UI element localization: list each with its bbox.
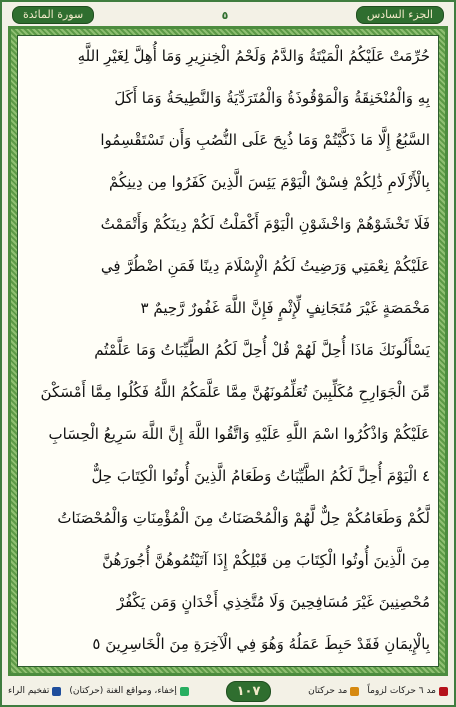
text-line: عَلَيْكُمْ وَاذْكُرُوا اسْمَ اللَّهِ عَلَيْهِ وَاتَّقُوا اللَّهَ إِنَّ اللَّهَ سَرِيعُ الْحِسَابِ (48, 425, 430, 443)
legend-left (8, 686, 189, 696)
text-line: بِهِ وَالْمُنْخَنِقَةُ وَالْمَوْقُوذَةُ وَالْمُتَرَدِّيَةُ وَالنَّطِيحَةُ وَمَا أَكَلَ (114, 89, 430, 107)
legend-swatch (439, 687, 448, 696)
legend-swatch (180, 687, 189, 696)
text-line: بِالْإِيمَانِ فَقَدْ حَبِطَ عَمَلُهُ وَهُوَ فِي الْآخِرَةِ مِنَ الْخَاسِرِينَ ٥ (92, 635, 430, 653)
legend-item (8, 686, 61, 696)
text-line: السَّبُعُ إِلَّا مَا ذَكَّيْتُمْ وَمَا ذُبِحَ عَلَى النُّصُبِ وَأَن تَسْتَقْسِمُوا (100, 131, 430, 149)
legend-item (367, 686, 448, 696)
legend-right (308, 686, 448, 696)
text-line: لَّكُمْ وَطَعَامُكُمْ حِلٌّ لَّهُمْ وَالْمُحْصَنَاتُ مِنَ الْمُؤْمِنَاتِ وَالْمُحْصَنَاتُ (57, 509, 430, 527)
text-line: ٤ الْيَوْمَ أُحِلَّ لَكُمُ الطَّيِّبَاتُ وَطَعَامُ الَّذِينَ أُوتُوا الْكِتَابَ حِلٌّ (91, 467, 430, 485)
legend-item (69, 686, 189, 696)
legend-label: مد ٦ حركات لزوماً (367, 686, 436, 696)
page-number: ١٠٧ (226, 681, 272, 702)
juz-title: الجزء السادس (356, 6, 444, 24)
quran-text-area (17, 35, 439, 667)
ornamental-frame (8, 26, 448, 676)
text-line: حُرِّمَتْ عَلَيْكُمُ الْمَيْتَةُ وَالدَّمُ وَلَحْمُ الْخِنزِيرِ وَمَا أُهِلَّ لِغَيْرِ اللَّهِ (77, 47, 430, 65)
text-line: مَخْمَصَةٍ غَيْرَ مُتَجَانِفٍ لِّإِثْمٍ فَإِنَّ اللَّهَ غَفُورٌ رَّحِيمٌ ٣ (140, 299, 430, 317)
text-line: بِالْأَزْلَامِ ذَٰلِكُمْ فِسْقٌ الْيَوْمَ يَئِسَ الَّذِينَ كَفَرُوا مِن دِينِكُمْ (109, 173, 430, 191)
header-page-marker: ٥ (221, 8, 229, 22)
legend-swatch (52, 687, 61, 696)
surah-title: سورة المائدة (12, 6, 94, 24)
text-line: فَلَا تَخْشَوْهُمْ وَاخْشَوْنِ الْيَوْمَ أَكْمَلْتُ لَكُمْ دِينَكُمْ وَأَتْمَمْتُ (100, 215, 430, 233)
text-line: يَسْأَلُونَكَ مَاذَا أُحِلَّ لَهُمْ قُلْ أُحِلَّ لَكُمُ الطَّيِّبَاتُ وَمَا عَلَّمْتُم (94, 341, 430, 359)
tajweed-legend-footer (8, 679, 448, 703)
legend-label: تفخيم الراء (8, 686, 50, 696)
legend-swatch (350, 687, 359, 696)
text-line: عَلَيْكُمْ نِعْمَتِي وَرَضِيتُ لَكُمُ الْإِسْلَامَ دِينًا فَمَنِ اضْطُرَّ فِي (100, 257, 430, 275)
text-line: مُحْصِنِينَ غَيْرَ مُسَافِحِينَ وَلَا مُتَّخِذِي أَخْدَانٍ وَمَن يَكْفُرْ (116, 593, 430, 611)
legend-label: مد حركتان (308, 686, 348, 696)
legend-item (308, 686, 359, 696)
text-line: مِّنَ الْجَوَارِحِ مُكَلِّبِينَ تُعَلِّمُونَهُنَّ مِمَّا عَلَّمَكُمُ اللَّهُ فَكُلُوا مِمَّا أَمْسَكْنَ (40, 383, 430, 401)
legend-label: إخفاء، ومواقع الغنة (حركتان) (69, 686, 177, 696)
page-header (12, 6, 444, 24)
text-line: مِنَ الَّذِينَ أُوتُوا الْكِتَابَ مِن قَبْلِكُمْ إِذَا آتَيْتُمُوهُنَّ أُجُورَهُنَّ (102, 551, 430, 569)
